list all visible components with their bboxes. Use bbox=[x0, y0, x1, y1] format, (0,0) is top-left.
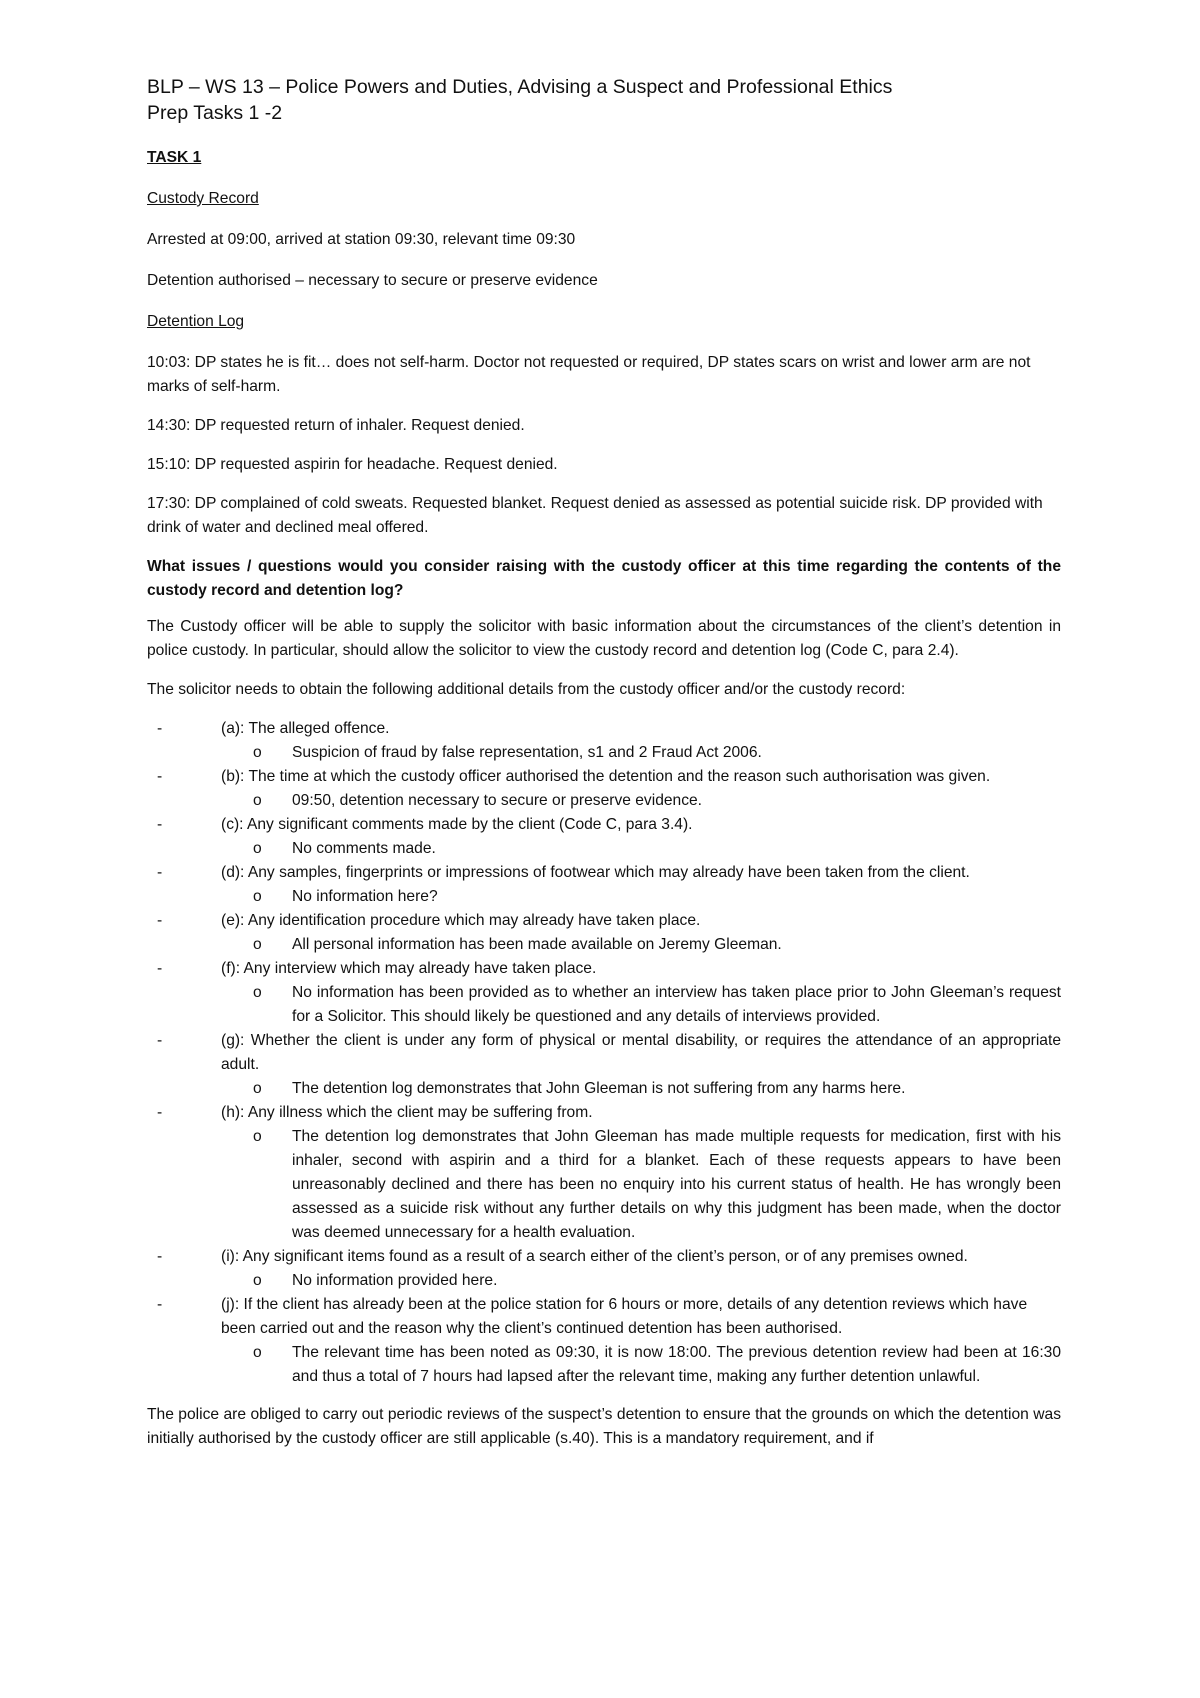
list-item-text: (e): Any identification procedure which may already have taken place. bbox=[221, 912, 701, 929]
custody-line: Arrested at 09:00, arrived at station 09:30, relevant time 09:30 bbox=[147, 231, 576, 248]
sub-list-item bbox=[147, 1341, 1061, 1389]
sub-list-item bbox=[147, 933, 1061, 957]
circle-bullet: o bbox=[253, 792, 262, 809]
log-entry: 17:30: DP complained of cold sweats. Requested blanket. Request denied as assessed as potential suicide risk. DP provided with drink of water and declined meal offered. bbox=[147, 495, 1043, 536]
circle-bullet: o bbox=[253, 1128, 262, 1145]
list-item bbox=[147, 717, 1061, 765]
dash-bullet: - bbox=[157, 912, 163, 929]
list-item bbox=[147, 957, 1061, 1029]
answer-paragraph: The solicitor needs to obtain the following additional details from the custody officer and/or the custody record: bbox=[147, 681, 906, 698]
list-item-text: (a): The alleged offence. bbox=[221, 720, 390, 737]
sub-item-text: No comments made. bbox=[292, 840, 436, 857]
sub-list-item bbox=[147, 789, 1061, 813]
circle-bullet: o bbox=[253, 840, 262, 857]
circle-bullet: o bbox=[253, 888, 262, 905]
log-entry: 10:03: DP states he is fit… does not self-harm. Doctor not requested or required, DP states scars on wrist and lower arm are not marks of self-harm. bbox=[147, 354, 1031, 395]
dash-bullet: - bbox=[157, 1032, 163, 1049]
dash-bullet: - bbox=[157, 1248, 163, 1265]
custody-line: Detention authorised – necessary to secure or preserve evidence bbox=[147, 272, 598, 289]
document-subtitle: Prep Tasks 1 -2 bbox=[147, 102, 283, 124]
sub-item-text: The detention log demonstrates that John Gleeman is not suffering from any harms here. bbox=[292, 1080, 906, 1097]
circle-bullet: o bbox=[253, 744, 262, 761]
dash-bullet: - bbox=[157, 720, 163, 737]
document-title: BLP – WS 13 – Police Powers and Duties, Advising a Suspect and Professional Ethics bbox=[147, 76, 893, 98]
dash-bullet: - bbox=[157, 816, 163, 833]
sub-item-text: 09:50, detention necessary to secure or preserve evidence. bbox=[292, 792, 703, 809]
dash-bullet: - bbox=[157, 768, 163, 785]
list-item-text: (g): Whether the client is under any form of physical or mental disability, or requires the attendance of an appropriate adult. bbox=[221, 1032, 1061, 1073]
dash-bullet: - bbox=[157, 1104, 163, 1121]
list-item bbox=[147, 1029, 1061, 1101]
list-item bbox=[147, 861, 1061, 909]
list-item-text: (d): Any samples, fingerprints or impressions of footwear which may already have been taken from the client. bbox=[221, 864, 970, 881]
sub-item-text: All personal information has been made available on Jeremy Gleeman. bbox=[292, 936, 782, 953]
list-item-text: (c): Any significant comments made by the client (Code C, para 3.4). bbox=[221, 816, 693, 833]
log-entry: 14:30: DP requested return of inhaler. Request denied. bbox=[147, 417, 525, 434]
list-item bbox=[147, 909, 1061, 957]
sub-item-text: The detention log demonstrates that John Gleeman has made multiple requests for medication, first with his inhaler, second with aspirin and a third for a blanket. Each of these requests appears to have been unreasonably declined and there has been no enquiry into his current status of health. He has wrongly been assessed as a suicide risk without any further details on why this judgment has been made, when the doctor was deemed unnecessary for a health evaluation. bbox=[292, 1128, 1061, 1241]
answer-paragraph: The Custody officer will be able to supply the solicitor with basic information about the circumstances of the client’s detention in police custody. In particular, should allow the solicitor to view the custody record and detention log (Code C, para 2.4). bbox=[147, 618, 1061, 659]
list-item-text: (j): If the client has already been at the police station for 6 hours or more, details of any detention reviews which have been carried out and the reason why the client’s continued detention has been authorised. bbox=[221, 1296, 1028, 1337]
sub-item-text: No information here? bbox=[292, 888, 438, 905]
log-entry: 15:10: DP requested aspirin for headache. Request denied. bbox=[147, 456, 558, 473]
list-item-text: (b): The time at which the custody officer authorised the detention and the reason such authorisation was given. bbox=[221, 768, 991, 785]
list-item bbox=[147, 1245, 1061, 1293]
task-question: What issues / questions would you consider raising with the custody officer at this time regarding the contents of the custody record and detention log? bbox=[147, 558, 1061, 599]
circle-bullet: o bbox=[253, 936, 262, 953]
task-heading: TASK 1 bbox=[147, 149, 202, 166]
circle-bullet: o bbox=[253, 984, 262, 1001]
list-item bbox=[147, 1101, 1061, 1245]
sub-list-item bbox=[147, 1077, 1061, 1101]
custody-record-heading: Custody Record bbox=[147, 190, 259, 207]
dash-bullet: - bbox=[157, 1296, 163, 1313]
sub-list-item bbox=[147, 741, 1061, 765]
list-item bbox=[147, 1293, 1061, 1389]
sub-list-item bbox=[147, 1269, 1061, 1293]
document-body bbox=[147, 74, 1061, 1451]
dash-bullet: - bbox=[157, 960, 163, 977]
circle-bullet: o bbox=[253, 1272, 262, 1289]
details-list bbox=[147, 717, 1061, 1389]
list-item-text: (i): Any significant items found as a result of a search either of the client’s person, or of any premises owned. bbox=[221, 1248, 968, 1265]
circle-bullet: o bbox=[253, 1344, 262, 1361]
sub-item-text: No information provided here. bbox=[292, 1272, 498, 1289]
sub-list-item bbox=[147, 1125, 1061, 1245]
sub-item-text: No information has been provided as to whether an interview has taken place prior to John Gleeman’s request for a Solicitor. This should likely be questioned and any details of interviews provided. bbox=[292, 984, 1061, 1025]
sub-item-text: Suspicion of fraud by false representation, s1 and 2 Fraud Act 2006. bbox=[292, 744, 762, 761]
sub-item-text: The relevant time has been noted as 09:30, it is now 18:00. The previous detention review had been at 16:30 and thus a total of 7 hours had lapsed after the relevant time, making any further detention unlawful. bbox=[292, 1344, 1061, 1385]
list-item bbox=[147, 765, 1061, 813]
list-item-text: (h): Any illness which the client may be suffering from. bbox=[221, 1104, 593, 1121]
list-item bbox=[147, 813, 1061, 861]
circle-bullet: o bbox=[253, 1080, 262, 1097]
list-item-text: (f): Any interview which may already have taken place. bbox=[221, 960, 597, 977]
closing-paragraph: The police are obliged to carry out periodic reviews of the suspect’s detention to ensure that the grounds on which the detention was initially authorised by the custody officer are still applicable (s.40). This is a mandatory requirement, and if bbox=[147, 1406, 1061, 1447]
sub-list-item bbox=[147, 981, 1061, 1029]
detention-log-heading: Detention Log bbox=[147, 313, 245, 330]
sub-list-item bbox=[147, 837, 1061, 861]
sub-list-item bbox=[147, 885, 1061, 909]
dash-bullet: - bbox=[157, 864, 163, 881]
